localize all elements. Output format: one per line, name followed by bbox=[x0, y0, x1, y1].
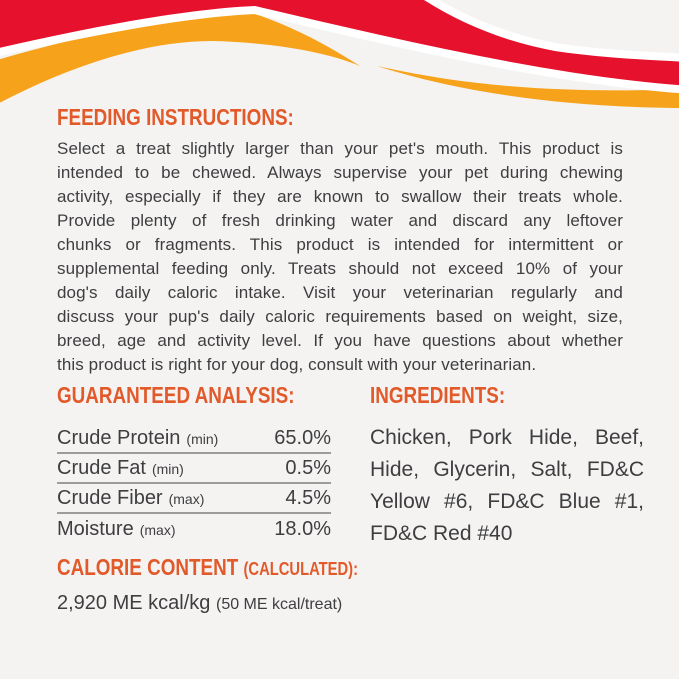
analysis-label: Moisture bbox=[57, 517, 134, 540]
paragraph-line: intended to be chewed. Always supervise your pet during chewing bbox=[57, 163, 623, 182]
ingredients-line: FD&C Red #40 bbox=[370, 522, 513, 545]
analysis-row bbox=[57, 514, 331, 544]
calorie-value-line bbox=[57, 592, 623, 615]
ingredients-line: Chicken, Pork Hide, Beef, bbox=[370, 426, 644, 449]
ingredients-section bbox=[370, 384, 644, 550]
feeding-instructions-heading: FEEDING INSTRUCTIONS: bbox=[57, 104, 294, 130]
paragraph-line: breed, age and activity level. If you have questions about whether bbox=[57, 331, 623, 350]
guaranteed-analysis-section bbox=[57, 384, 331, 544]
analysis-label: Crude Fiber bbox=[57, 486, 163, 509]
analysis-label: Crude Protein bbox=[57, 426, 181, 449]
calorie-value-note: (50 ME kcal/treat) bbox=[215, 596, 343, 613]
analysis-value: 0.5% bbox=[285, 456, 331, 479]
analysis-row bbox=[57, 484, 331, 514]
analysis-qualifier: (min) bbox=[151, 461, 184, 477]
analysis-qualifier: (max) bbox=[168, 491, 205, 507]
analysis-qualifier: (max) bbox=[139, 522, 176, 538]
calorie-value: 2,920 ME kcal/kg bbox=[57, 592, 211, 614]
paragraph-line: this product is right for your dog, consult with your veterinarian. bbox=[57, 355, 537, 374]
analysis-row bbox=[57, 454, 331, 484]
guaranteed-analysis-heading: GUARANTEED ANALYSIS: bbox=[57, 382, 295, 408]
feeding-instructions-paragraph bbox=[57, 137, 623, 377]
paragraph-line: activity, especially if they are known to swallow their treats whole. bbox=[57, 187, 623, 206]
calorie-content-heading-main: CALORIE CONTENT bbox=[57, 554, 239, 580]
feeding-instructions-section bbox=[57, 106, 623, 377]
paragraph-line: chunks or fragments. This product is intended for intermittent or bbox=[57, 235, 623, 254]
ingredients-list bbox=[370, 422, 644, 550]
paragraph-line: discuss your pup's daily caloric requirements based on weight, size, bbox=[57, 307, 623, 326]
paragraph-line: Provide plenty of fresh drinking water and discard any leftover bbox=[57, 211, 623, 230]
calorie-content-heading bbox=[57, 556, 358, 581]
analysis-label: Crude Fat bbox=[57, 456, 146, 479]
ingredients-line: Hide, Glycerin, Salt, FD&C bbox=[370, 458, 644, 481]
analysis-row bbox=[57, 424, 331, 454]
paragraph-line: Select a treat slightly larger than your pet's mouth. This product is bbox=[57, 139, 623, 158]
calorie-content-section bbox=[57, 556, 623, 615]
analysis-value: 4.5% bbox=[285, 486, 331, 509]
ingredients-line: Yellow #6, FD&C Blue #1, bbox=[370, 490, 644, 513]
paragraph-line: dog's daily caloric intake. Visit your veterinarian regularly and bbox=[57, 283, 623, 302]
analysis-qualifier: (min) bbox=[186, 431, 219, 447]
analysis-value: 65.0% bbox=[274, 426, 331, 449]
ingredients-heading: INGREDIENTS: bbox=[370, 382, 506, 408]
analysis-value: 18.0% bbox=[274, 517, 331, 540]
guaranteed-analysis-table bbox=[57, 424, 331, 544]
decorative-swoosh bbox=[0, 0, 679, 120]
calorie-content-heading-qualifier: (CALCULATED): bbox=[243, 559, 359, 579]
paragraph-line: supplemental feeding only. Treats should not exceed 10% of your bbox=[57, 259, 623, 278]
